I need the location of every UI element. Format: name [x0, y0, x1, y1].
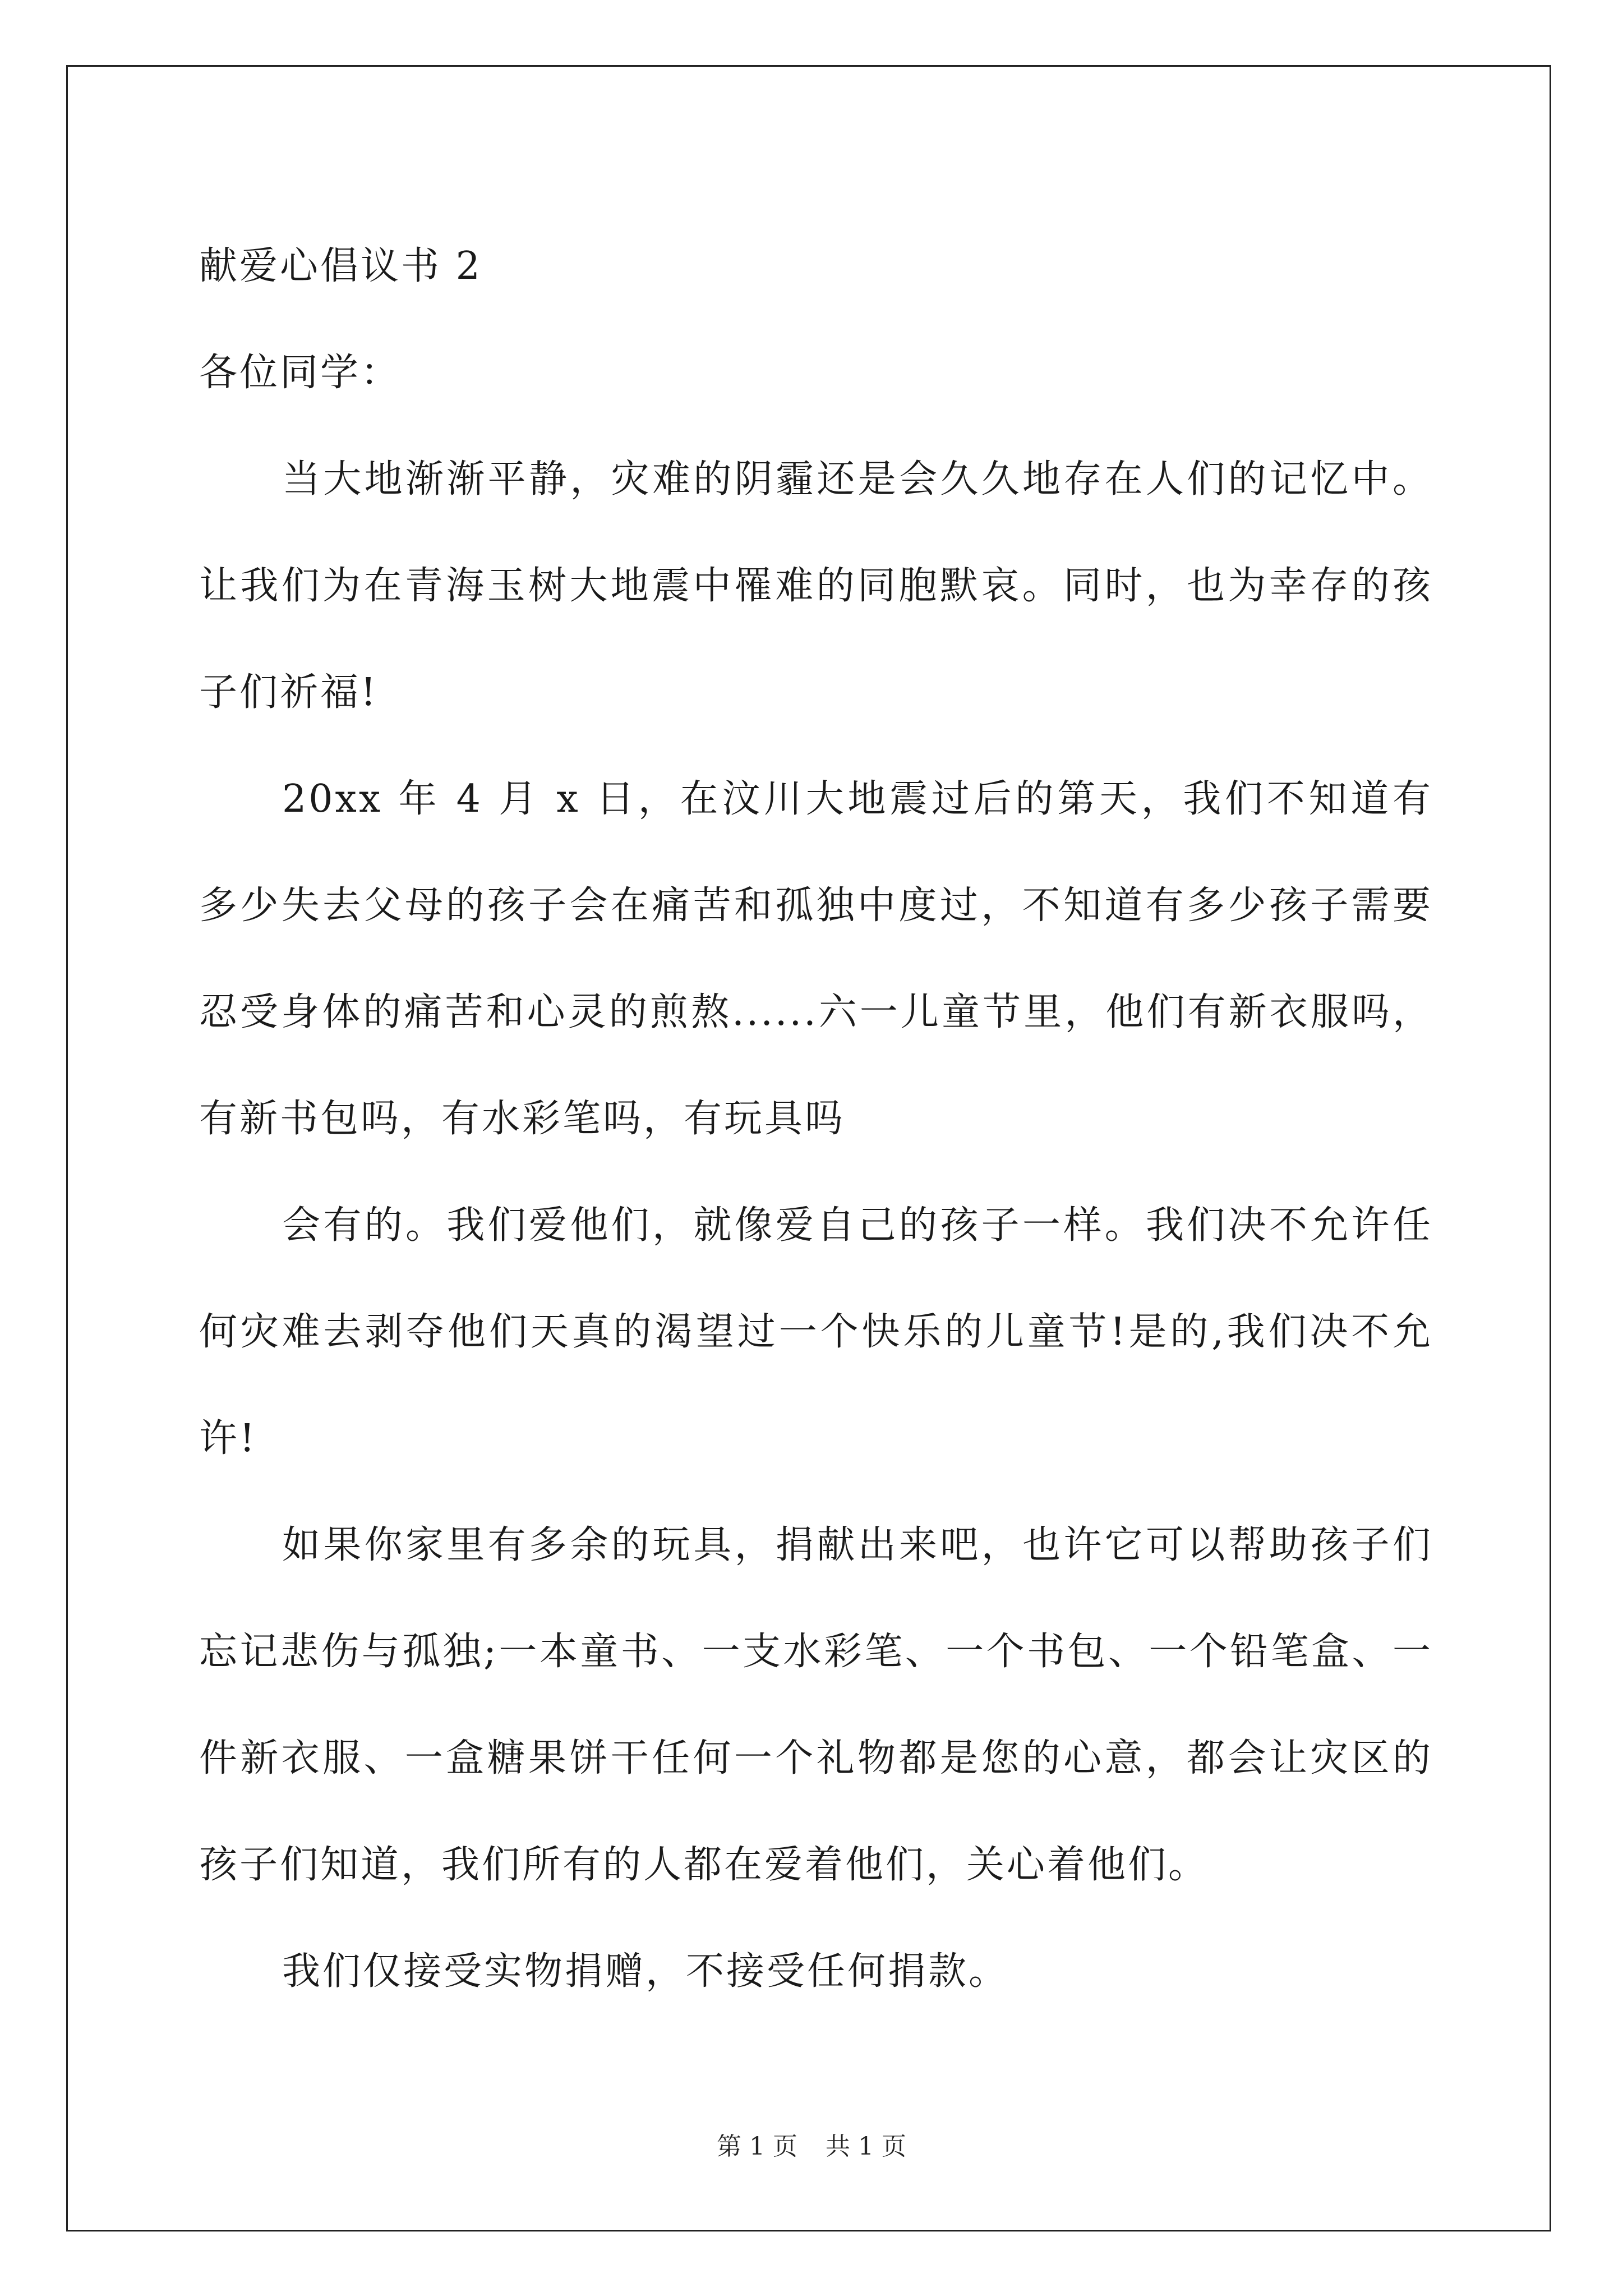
- page-number-current: 第 1 页: [717, 2132, 797, 2161]
- page-number-total: 共 1 页: [826, 2132, 906, 2161]
- document-body: [199, 213, 1433, 2025]
- paragraph-4: 如果你家里有多余的玩具，捐献出来吧，也许它可以帮助孩子们忘记悲伤与孤独;一本童书、一支水彩笔、一个书包、一个铅笔盒、一件新衣服、一盒糖果饼干任何一个礼物都是您的心意，都会让灾区的孩子们知道，我们所有的人都在爱着他们，关心着他们。: [199, 1523, 1433, 1887]
- page-footer: [0, 2126, 1623, 2162]
- paragraph-3: 会有的。我们爱他们，就像爱自己的孩子一样。我们决不允许任何灾难去剥夺他们天真的渴望过一个快乐的儿童节!是的,我们决不允许!: [199, 1203, 1433, 1461]
- paragraph-2: 20xx 年 4 月 x 日，在汶川大地震过后的第天，我们不知道有多少失去父母的孩子会在痛苦和孤独中度过，不知道有多少孩子需要忍受身体的痛苦和心灵的煎熬......六一儿童节里，他们有新衣服吗，有新书包吗，有水彩笔吗，有玩具吗: [199, 777, 1433, 1141]
- document-title: 献爱心倡议书 2: [199, 244, 482, 288]
- paragraph-5: 我们仅接受实物捐赠，不接受任何捐款。: [282, 1949, 1009, 1994]
- paragraph-1: 当大地渐渐平静，灾难的阴霾还是会久久地存在人们的记忆中。让我们为在青海玉树大地震中罹难的同胞默哀。同时，也为幸存的孩子们祈福!: [199, 457, 1433, 715]
- salutation: 各位同学：: [199, 351, 402, 395]
